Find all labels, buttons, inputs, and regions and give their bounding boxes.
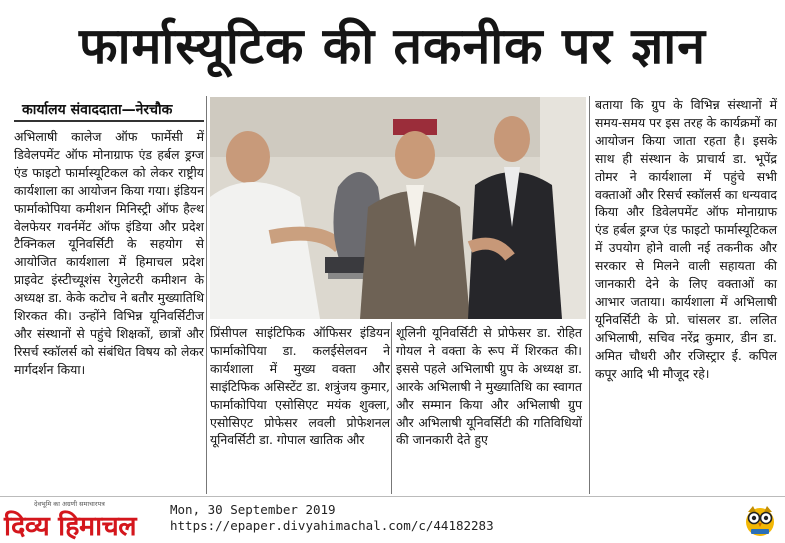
column-3-text: शूलिनी यूनिवर्सिटी से प्रोफेसर डा. रोहित गोयल ने वक्ता के रूप में शिरकत की। इससे पहले अभिलाषी ग्रुप के अध्यक्ष डा. आरके अभिलाषी ने मुख्यातिथि का स्वागत और सम्मान किया और अभिलाषी ग्रुप और अभिलाषी यूनिवर्सिटी की गतिविधियों की जानकारी देते हुए: [396, 325, 582, 448]
logo-name: दिव्य हिमाचल: [4, 511, 137, 542]
photo-illustration: [210, 97, 586, 319]
column-divider: [206, 96, 207, 494]
column-1-text: अभिलाषी कालेज ऑफ फार्मेसी में डिवेलपमेंट ऑफ मोनाग्राफ एंड हर्बल ड्रग्ज एंड फाइटो फार्मास्यूटिकल को लेकर राष्ट्रीय कार्यशाला का आयोजन किया गया। इंडियन फार्माकोपिया कमीशन मिनिस्ट्री ऑफ हैल्थ वेलफेयर गवर्नमेंट ऑफ इंडिया और प्रदेश टैक्निकल यूनिवर्सिटी के सहयोग से आयोजित कार्यशाला में हिमाचल प्रदेश प्राइवेट इंस्टीच्यूशंस रेगुलेटरी कमीशन के अध्यक्ष डा. केके कटोच ने बतौर मुख्यातिथि शिरकत की। उन्होंने विभिन्न यूनिवर्सिटीज और संस्थानों से पहुंचे शिक्षकों, छात्रों और रिसर्च स्कॉलर्स को संबंधित विषय को लेकर मार्गदर्शन किया।: [14, 129, 204, 377]
epaper-link[interactable]: https://epaper.divyahimachal.com/c/44182283: [170, 518, 494, 533]
article-column-1: [14, 128, 204, 379]
column-4-text: बताया कि ग्रुप के विभिन्न संस्थानों में समय-समय पर इस तरह के कार्यक्रमों का आयोजन किया जाता रहता है। इसके साथ ही संस्थान के प्राचार्य डा. भूपेंद्र तोमर ने कार्यशाला में पहुंचे सभी वक्ताओं और रिसर्च स्कॉलर्स का धन्यवाद किया और डिवेलपमेंट ऑफ मोनाग्राफ एंड हर्बल ड्रग्ज एंड फाइटो फार्मास्यूटिकल में उपयोग होने वाली नई तकनीक और सरकार से मिलने वाली सहायता की जानकारी देने के लिए वक्ताओं का आभार जताया। कार्यशाला में अभिलाषी यूनिवर्सिटी के प्रो. चांसलर डा. ललित अभिलाषी, सचिव नरेंद्र कुमार, डीन डा. अमित चौधरी और रजिस्ट्रार ई. कपिल कपूर आदि भी मौजूद रहे।: [595, 97, 777, 381]
byline-divider: [14, 120, 204, 122]
byline: कार्यालय संवाददाता—नेरचौक: [22, 102, 173, 118]
headline: फार्मास्यूटिक की तकनीक पर ज्ञान: [79, 17, 706, 75]
column-2-text: प्रिंसीपल साइंटिफिक ऑफिसर इंडियन फार्माकोपिया डा. कलईसेलवन ने कार्यशाला में मुख्य वक्ता और साइंटिफिक असिस्टेंट डा. शत्रुंजय कुमार, फार्माकोपिया एसोसिएट मयंक शुक्ला, एसोसिएट प्रोफेसर लवली प्रोफेशनल यूनिवर्सिटी डा. गोपाल खातिक और: [210, 325, 390, 448]
article-column-2: [210, 324, 390, 449]
article-column-3: [396, 324, 582, 449]
column-divider: [589, 96, 590, 494]
article-column-4: [595, 96, 777, 383]
logo-tagline: देवभूमि का अग्रणी समाचारपत्र: [34, 500, 105, 508]
news-photo: [210, 97, 586, 319]
edition-date: Mon, 30 September 2019: [170, 502, 336, 517]
newspaper-logo: [4, 499, 162, 542]
column-divider: [391, 322, 392, 494]
owl-icon: [742, 502, 778, 538]
